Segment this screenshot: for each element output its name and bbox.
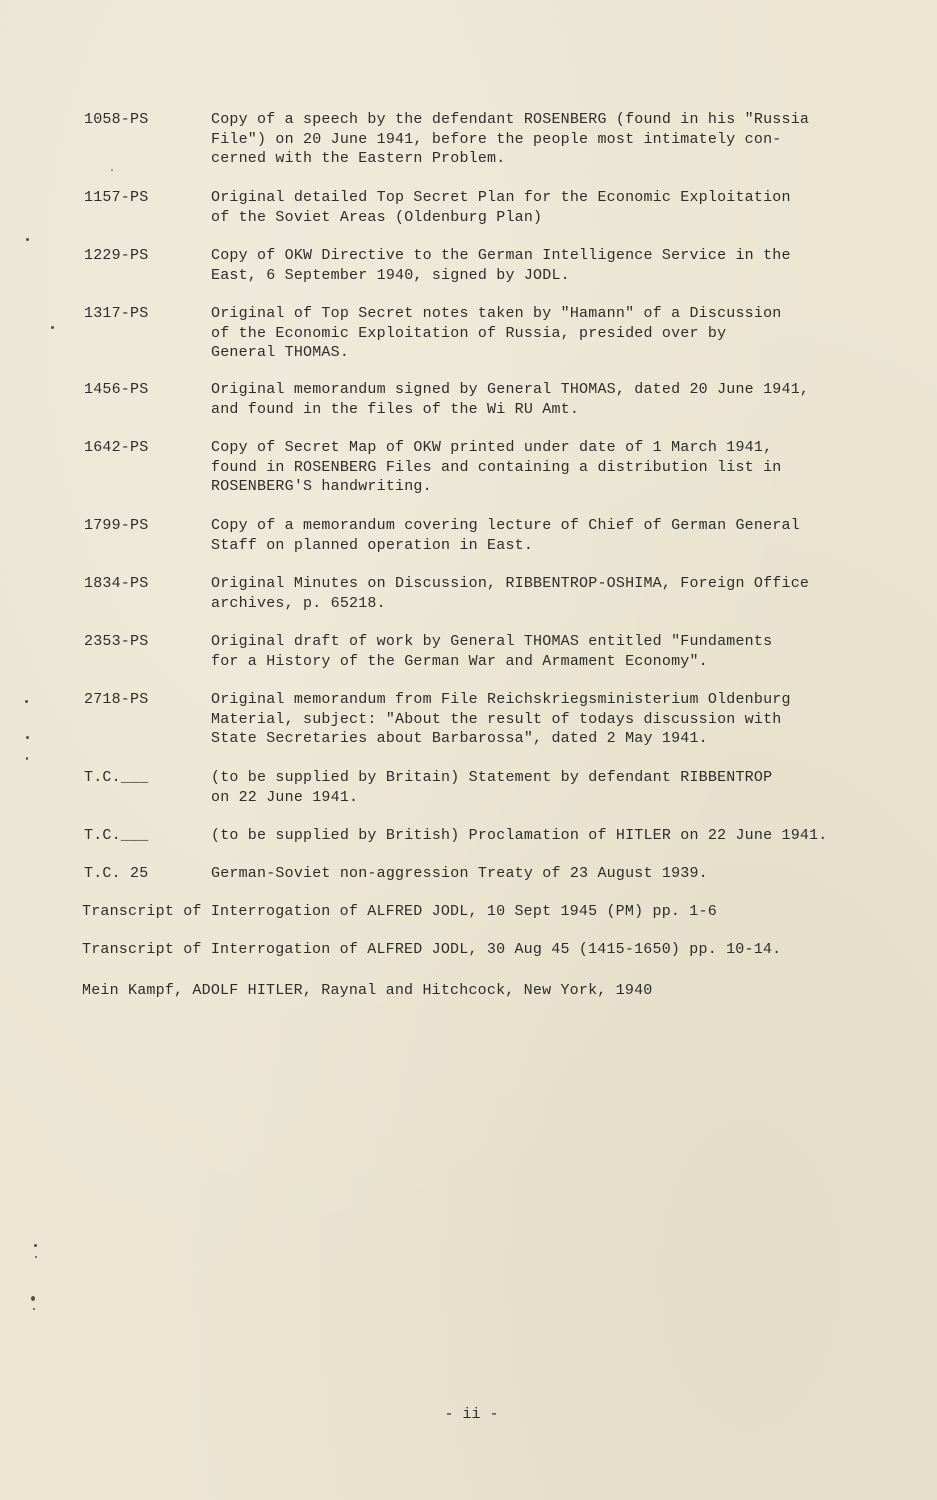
scan-speck bbox=[111, 169, 113, 171]
scan-speck bbox=[26, 238, 29, 241]
document-description: Copy of a memorandum covering lecture of Chief of German General Staff on planned operation in East. bbox=[211, 517, 800, 554]
document-description: Original Minutes on Discussion, RIBBENTROP-OSHIMA, Foreign Office archives, p. 65218. bbox=[211, 575, 810, 612]
page-number: - ii - bbox=[444, 1406, 499, 1423]
scan-speck bbox=[35, 1256, 37, 1258]
document-code: T.C. 25 bbox=[84, 865, 149, 882]
document-code: 1229-PS bbox=[84, 247, 149, 264]
document-code: 1317-PS bbox=[84, 305, 149, 322]
reference-line: Mein Kampf, ADOLF HITLER, Raynal and Hitchcock, New York, 1940 bbox=[82, 982, 653, 999]
document-code: 1799-PS bbox=[84, 517, 149, 534]
document-description: Original detailed Top Secret Plan for the Economic Exploitation of the Soviet Areas (Oldenburg Plan) bbox=[211, 189, 791, 226]
document-code: T.C.___ bbox=[84, 769, 149, 786]
document-description: Copy of a speech by the defendant ROSENBERG (found in his "Russia File") on 20 June 1941, before the people most intimately con- cerned with the Eastern Problem. bbox=[211, 111, 810, 167]
document-description: Original memorandum from File Reichskriegsministerium Oldenburg Material, subject: "About the result of todays discussion with State Secretaries about Barbarossa", dated 2 May 1941. bbox=[211, 691, 791, 747]
document-code: 2353-PS bbox=[84, 633, 149, 650]
document-description: (to be supplied by British) Proclamation of HITLER on 22 June 1941. bbox=[211, 827, 828, 844]
reference-line: Transcript of Interrogation of ALFRED JODL, 30 Aug 45 (1415-1650) pp. 10-14. bbox=[82, 941, 782, 958]
scan-speck bbox=[31, 1296, 35, 1301]
document-code: 2718-PS bbox=[84, 691, 149, 708]
reference-line: Transcript of Interrogation of ALFRED JODL, 10 Sept 1945 (PM) pp. 1-6 bbox=[82, 903, 717, 920]
document-code: 1834-PS bbox=[84, 575, 149, 592]
document-description: Copy of Secret Map of OKW printed under date of 1 March 1941, found in ROSENBERG Files and containing a distribution list in ROSENBERG'S handwriting. bbox=[211, 439, 782, 495]
document-code: 1456-PS bbox=[84, 381, 149, 398]
document-description: Original memorandum signed by General THOMAS, dated 20 June 1941, and found in the files of the Wi RU Amt. bbox=[211, 381, 810, 418]
document-description: German-Soviet non-aggression Treaty of 23 August 1939. bbox=[211, 865, 708, 882]
scan-speck bbox=[51, 326, 54, 329]
document-description: Original draft of work by General THOMAS entitled "Fundaments for a History of the German War and Armament Economy". bbox=[211, 633, 773, 670]
scan-speck bbox=[34, 1244, 37, 1247]
scan-speck bbox=[25, 700, 28, 703]
document-code: T.C.___ bbox=[84, 827, 149, 844]
scan-speck bbox=[26, 757, 28, 760]
scan-speck bbox=[26, 736, 29, 739]
scan-speck bbox=[33, 1308, 35, 1310]
document-description: Original of Top Secret notes taken by "Hamann" of a Discussion of the Economic Exploitation of Russia, presided over by General THOMAS. bbox=[211, 305, 782, 361]
document-code: 1642-PS bbox=[84, 439, 149, 456]
document-description: Copy of OKW Directive to the German Intelligence Service in the East, 6 September 1940, signed by JODL. bbox=[211, 247, 791, 284]
document-description: (to be supplied by Britain) Statement by defendant RIBBENTROP on 22 June 1941. bbox=[211, 769, 773, 806]
document-code: 1157-PS bbox=[84, 189, 149, 206]
document-code: 1058-PS bbox=[84, 111, 149, 128]
